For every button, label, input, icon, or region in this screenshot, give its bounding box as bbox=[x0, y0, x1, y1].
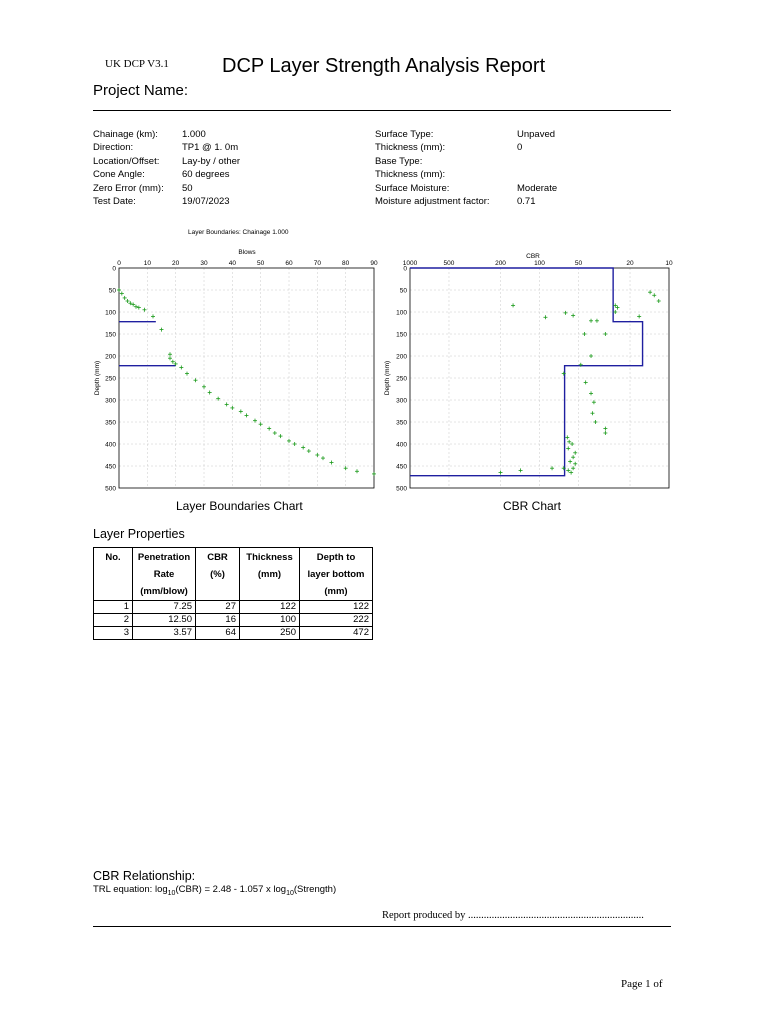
data-point bbox=[287, 439, 291, 443]
data-point bbox=[613, 303, 617, 307]
x-tick-label: 20 bbox=[626, 260, 634, 267]
col-line: Depth to bbox=[316, 552, 356, 563]
eq-part: TRL equation: log bbox=[93, 884, 168, 895]
col-line: Thickness bbox=[246, 552, 293, 563]
y-tick-label: 150 bbox=[105, 331, 116, 339]
version-label: UK DCP V3.1 bbox=[105, 58, 169, 70]
table-cell: 27 bbox=[196, 601, 240, 614]
data-point bbox=[637, 314, 641, 318]
data-point bbox=[589, 319, 593, 323]
data-point bbox=[573, 462, 577, 466]
data-point bbox=[543, 315, 547, 319]
data-point bbox=[230, 406, 234, 410]
data-point bbox=[117, 288, 121, 292]
trl-equation bbox=[93, 884, 336, 897]
col-penetration bbox=[133, 548, 196, 601]
layer-chart-title: Layer Boundaries: Chainage 1.000 bbox=[188, 229, 289, 236]
data-point bbox=[171, 360, 175, 364]
data-point bbox=[589, 391, 593, 395]
data-point bbox=[168, 356, 172, 360]
info-label: Moisture adjustment factor: bbox=[375, 195, 490, 207]
cbr-profile-line bbox=[410, 268, 643, 476]
data-point bbox=[590, 411, 594, 415]
y-tick-label: 450 bbox=[396, 463, 407, 471]
data-point bbox=[239, 409, 243, 413]
y-tick-label: 400 bbox=[396, 441, 407, 449]
data-point bbox=[202, 385, 206, 389]
data-point bbox=[603, 427, 607, 431]
x-tick-label: 1000 bbox=[402, 260, 418, 267]
data-point bbox=[563, 311, 567, 315]
y-tick-label: 100 bbox=[105, 309, 116, 317]
data-point bbox=[566, 468, 570, 472]
table-cell: 3.57 bbox=[133, 627, 196, 640]
data-point bbox=[194, 378, 198, 382]
info-label: Direction: bbox=[93, 142, 134, 154]
eq-part: (CBR) = 2.48 - 1.057 x log bbox=[175, 884, 287, 895]
info-label: Cone Angle: bbox=[93, 169, 145, 181]
data-point bbox=[279, 434, 283, 438]
col-line: (mm) bbox=[257, 569, 282, 580]
data-point bbox=[143, 308, 147, 312]
data-point bbox=[151, 314, 155, 318]
col-line: (%) bbox=[210, 569, 225, 580]
x-tick-label: 500 bbox=[443, 260, 455, 267]
info-label: Surface Moisture: bbox=[375, 182, 450, 194]
data-point bbox=[592, 400, 596, 404]
info-label: Zero Error (mm): bbox=[93, 182, 164, 194]
data-point bbox=[595, 319, 599, 323]
info-label: Chainage (km): bbox=[93, 129, 158, 140]
y-tick-label: 200 bbox=[396, 353, 407, 361]
x-tick-label: 50 bbox=[574, 260, 583, 267]
x-tick-label: 200 bbox=[495, 260, 506, 267]
report-produced-by: Report produced by ................................................................... bbox=[382, 910, 644, 921]
data-point bbox=[245, 413, 249, 417]
cbr-chart-x-label: CBR bbox=[526, 253, 540, 260]
data-point bbox=[615, 306, 619, 310]
info-value: 19/07/2023 bbox=[182, 195, 230, 207]
data-point bbox=[301, 446, 305, 450]
col-line: Penetration bbox=[137, 552, 191, 563]
y-tick-label: 300 bbox=[396, 397, 407, 405]
data-point bbox=[273, 431, 277, 435]
eq-part: (Strength) bbox=[293, 884, 337, 895]
info-value: 1.000 bbox=[182, 129, 206, 140]
info-label: Thickness (mm): bbox=[375, 142, 446, 154]
x-tick-label: 40 bbox=[228, 260, 236, 267]
data-point bbox=[589, 354, 593, 358]
data-point bbox=[259, 422, 263, 426]
info-value: Moderate bbox=[517, 182, 558, 194]
info-label: Surface Type: bbox=[375, 129, 434, 140]
table-row bbox=[94, 601, 373, 614]
data-point bbox=[568, 460, 572, 464]
data-point bbox=[160, 328, 164, 332]
info-value: Lay-by / other bbox=[182, 155, 241, 167]
data-point bbox=[613, 310, 617, 314]
table-cell: 222 bbox=[300, 614, 373, 627]
layer-chart bbox=[94, 249, 378, 493]
data-point bbox=[123, 296, 127, 300]
y-tick-label: 0 bbox=[403, 265, 407, 273]
data-point bbox=[657, 299, 661, 303]
y-tick-label: 500 bbox=[396, 485, 407, 493]
cbr-chart-caption: CBR Chart bbox=[503, 499, 562, 513]
data-point bbox=[550, 466, 554, 470]
data-point bbox=[565, 435, 569, 439]
data-point bbox=[168, 352, 172, 356]
info-label: Location/Offset: bbox=[93, 155, 160, 167]
data-point bbox=[519, 468, 523, 472]
cbr-relationship-heading: CBR Relationship: bbox=[93, 869, 196, 883]
data-point bbox=[603, 431, 607, 435]
x-tick-label: 10 bbox=[143, 260, 151, 267]
table-cell: 472 bbox=[300, 627, 373, 640]
info-value: 0 bbox=[517, 142, 523, 154]
table-header-row bbox=[94, 548, 373, 601]
data-point bbox=[652, 293, 656, 297]
x-tick-label: 60 bbox=[285, 260, 293, 267]
data-point bbox=[126, 299, 130, 303]
layer-properties-table bbox=[93, 547, 373, 640]
layer-chart-caption: Layer Boundaries Chart bbox=[176, 499, 303, 513]
data-point bbox=[307, 449, 311, 453]
col-depth bbox=[300, 548, 373, 601]
table-cell: 12.50 bbox=[133, 614, 196, 627]
col-line: (mm) bbox=[324, 586, 348, 597]
info-value: Unpaved bbox=[517, 129, 556, 140]
x-tick-label: 100 bbox=[534, 260, 545, 267]
data-point bbox=[567, 440, 571, 444]
y-tick-label: 300 bbox=[105, 397, 116, 405]
y-tick-label: 200 bbox=[105, 353, 116, 361]
y-tick-label: 250 bbox=[105, 375, 116, 383]
data-point bbox=[179, 365, 183, 369]
eq-subscript: 10 bbox=[286, 889, 294, 897]
layer-chart-y-label: Depth (mm) bbox=[94, 360, 101, 396]
info-value: 0.71 bbox=[517, 195, 536, 207]
data-point bbox=[603, 332, 607, 336]
data-point bbox=[321, 456, 325, 460]
x-tick-label: 0 bbox=[117, 260, 121, 267]
data-point bbox=[293, 442, 297, 446]
y-tick-label: 350 bbox=[105, 419, 116, 427]
cbr-chart bbox=[384, 253, 673, 493]
y-tick-label: 500 bbox=[105, 485, 116, 493]
y-tick-label: 400 bbox=[105, 441, 116, 449]
y-tick-label: 0 bbox=[112, 265, 116, 273]
data-point bbox=[571, 455, 575, 459]
x-tick-label: 90 bbox=[370, 260, 378, 267]
info-value: TP1 @ 1. 0m bbox=[182, 142, 239, 154]
y-tick-label: 150 bbox=[396, 331, 407, 339]
data-point bbox=[134, 305, 138, 309]
info-label: Base Type: bbox=[375, 155, 423, 167]
x-tick-label: 50 bbox=[257, 260, 265, 267]
data-point bbox=[225, 402, 229, 406]
data-point bbox=[511, 303, 515, 307]
table-cell: 122 bbox=[300, 601, 373, 614]
x-tick-label: 70 bbox=[313, 260, 321, 267]
page-number: Page 1 of bbox=[621, 978, 663, 990]
y-tick-label: 50 bbox=[108, 287, 116, 295]
table-cell: 64 bbox=[196, 627, 240, 640]
table-cell: 3 bbox=[94, 627, 133, 640]
col-no-line: No. bbox=[105, 552, 121, 563]
info-label: Test Date: bbox=[93, 195, 136, 207]
info-value: 60 degrees bbox=[182, 169, 230, 181]
project-name-label: Project Name: bbox=[93, 82, 189, 99]
y-tick-label: 450 bbox=[105, 463, 116, 471]
layer-properties-heading: Layer Properties bbox=[93, 527, 185, 541]
data-point bbox=[566, 446, 570, 450]
x-tick-label: 20 bbox=[172, 260, 180, 267]
data-point bbox=[499, 471, 503, 475]
data-point bbox=[648, 290, 652, 294]
table-cell: 1 bbox=[94, 601, 133, 614]
table-cell: 122 bbox=[240, 601, 300, 614]
col-line: layer bottom bbox=[307, 569, 365, 580]
x-tick-label: 80 bbox=[342, 260, 350, 267]
table-cell: 2 bbox=[94, 614, 133, 627]
table-cell: 7.25 bbox=[133, 601, 196, 614]
info-value: 50 bbox=[182, 182, 193, 194]
table-cell: 100 bbox=[240, 614, 300, 627]
data-point bbox=[120, 292, 124, 296]
eq-subscript: 10 bbox=[167, 889, 176, 897]
col-line: Rate bbox=[153, 569, 175, 580]
table-row bbox=[94, 614, 373, 627]
y-tick-label: 50 bbox=[399, 287, 407, 295]
data-point bbox=[372, 472, 376, 476]
col-cbr bbox=[196, 548, 240, 601]
data-point bbox=[330, 460, 334, 464]
report-title: DCP Layer Strength Analysis Report bbox=[222, 55, 546, 77]
data-point bbox=[570, 442, 574, 446]
data-point bbox=[315, 453, 319, 457]
col-line: (mm/blow) bbox=[140, 586, 188, 597]
data-point bbox=[208, 391, 212, 395]
y-tick-label: 100 bbox=[396, 309, 407, 317]
data-point bbox=[584, 380, 588, 384]
data-point bbox=[571, 314, 575, 318]
data-point bbox=[569, 471, 573, 475]
data-point bbox=[137, 306, 141, 310]
col-thickness bbox=[240, 548, 300, 601]
data-point bbox=[582, 332, 586, 336]
data-point bbox=[573, 451, 577, 455]
table-row bbox=[94, 627, 373, 640]
data-point bbox=[571, 466, 575, 470]
table-cell: 250 bbox=[240, 627, 300, 640]
data-point bbox=[593, 420, 597, 424]
col-line: CBR bbox=[207, 552, 228, 563]
info-label: Thickness (mm): bbox=[375, 169, 446, 181]
cbr-chart-y-label: Depth (mm) bbox=[384, 360, 391, 396]
x-tick-label: 30 bbox=[200, 260, 208, 267]
data-point bbox=[267, 427, 271, 431]
col-no bbox=[94, 548, 133, 601]
table-cell: 16 bbox=[196, 614, 240, 627]
layer-chart-x-label: Blows bbox=[238, 249, 256, 256]
y-tick-label: 350 bbox=[396, 419, 407, 427]
x-tick-label: 10 bbox=[665, 260, 673, 267]
footer-rule bbox=[93, 926, 671, 927]
y-tick-label: 250 bbox=[396, 375, 407, 383]
data-point bbox=[355, 469, 359, 473]
charts-area bbox=[0, 0, 768, 500]
data-point bbox=[344, 466, 348, 470]
data-point bbox=[185, 372, 189, 376]
